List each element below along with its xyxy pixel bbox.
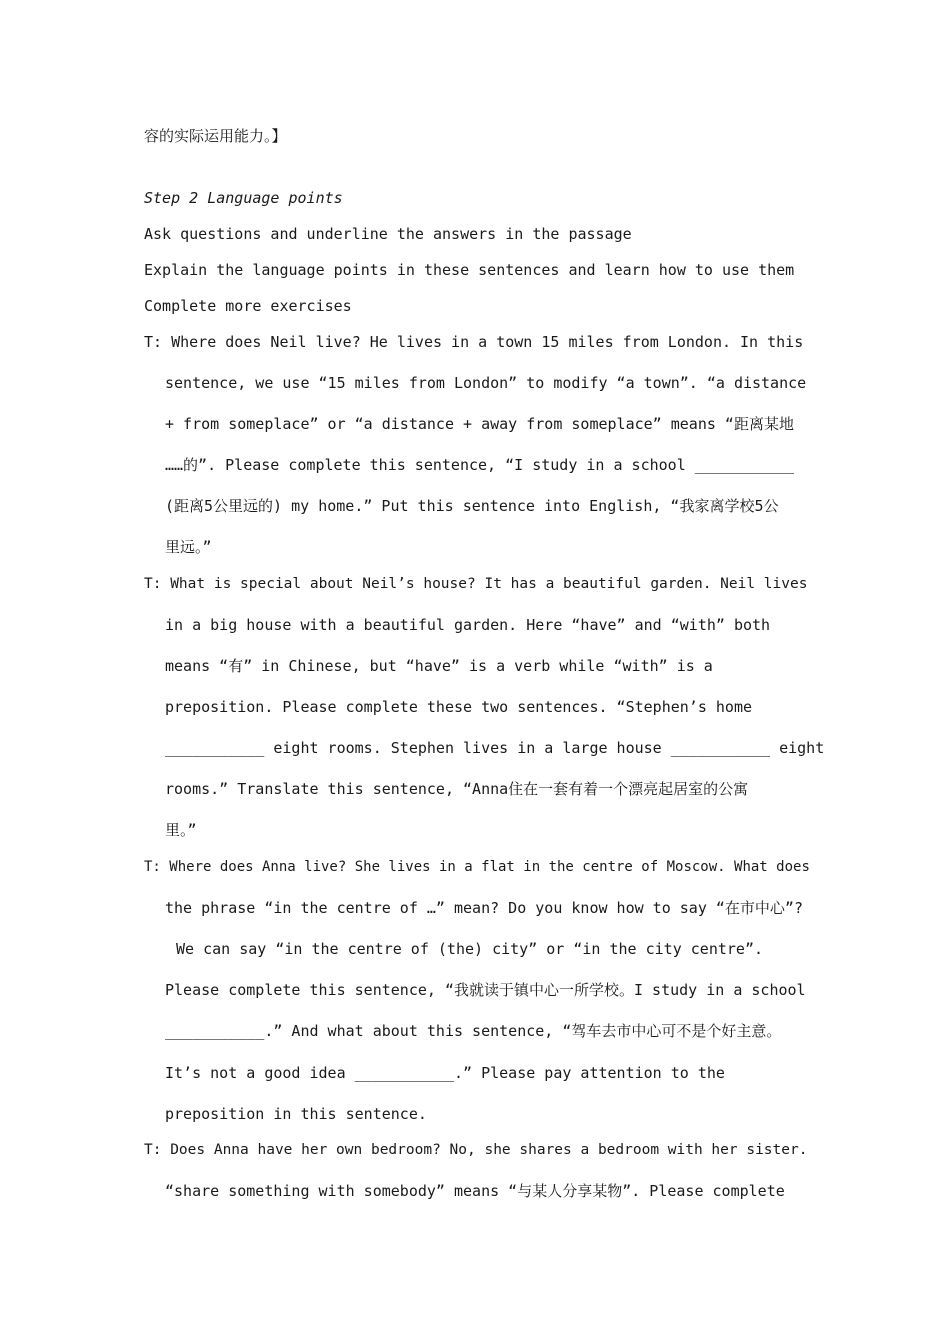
paragraph-line: 里远。” (165, 538, 212, 556)
paragraph-line: in a big house with a beautiful garden. Here “have” and “with” both (165, 616, 771, 634)
paragraph-line: T: Where does Neil live? He lives in a town 15 miles from London. In this (144, 333, 804, 351)
paragraph-line: ___________.” And what about this sentence, “驾车去市中心可不是个好主意。 (165, 1022, 782, 1040)
paragraph-line: ……的”. Please complete this sentence, “I study in a school ___________ (165, 456, 795, 474)
text-line: Explain the language points in these sentences and learn how to use them (144, 261, 795, 279)
text-line: Complete more exercises (144, 297, 352, 315)
paragraph-line: preposition in this sentence. (165, 1105, 427, 1123)
paragraph-line: ___________ eight rooms. Stephen lives in a large house ___________ eight (165, 739, 825, 757)
paragraph-line: T: Does Anna have her own bedroom? No, she shares a bedroom with her sister. (144, 1142, 808, 1158)
paragraph-line: + from someplace” or “a distance + away from someplace” means “距离某地 (165, 415, 794, 433)
paragraph-line: We can say “in the centre of (the) city” or “in the city centre”. (176, 940, 763, 958)
text-line: 容的实际运用能力。】 (144, 127, 287, 145)
paragraph-line: “share something with somebody” means “与某人分享某物”. Please complete (165, 1182, 785, 1200)
paragraph-line: It’s not a good idea ___________.” Please pay attention to the (165, 1064, 725, 1082)
paragraph-line: sentence, we use “15 miles from London” to modify “a town”. “a distance (165, 374, 807, 392)
paragraph-line: means “有” in Chinese, but “have” is a verb while “with” is a (165, 657, 713, 675)
paragraph-line: T: What is special about Neil’s house? It has a beautiful garden. Neil lives (144, 576, 808, 592)
paragraph-line: 里。” (165, 821, 197, 839)
paragraph-line: (距离5公里远的) my home.” Put this sentence into English, “我家离学校5公 (165, 497, 779, 515)
section-heading: Step 2 Language points (144, 189, 343, 207)
paragraph-line: rooms.” Translate this sentence, “Anna住在一套有着一个漂亮起居室的公寓 (165, 780, 749, 798)
text-line: Ask questions and underline the answers in the passage (144, 225, 632, 243)
paragraph-line: the phrase “in the centre of …” mean? Do you know how to say “在市中心”? (165, 899, 803, 917)
paragraph-line: T: Where does Anna live? She lives in a flat in the centre of Moscow. What does (144, 859, 810, 875)
paragraph-line: Please complete this sentence, “我就读于镇中心一所学校。I study in a school (165, 981, 806, 999)
paragraph-line: preposition. Please complete these two sentences. “Stephen’s home (165, 698, 752, 716)
